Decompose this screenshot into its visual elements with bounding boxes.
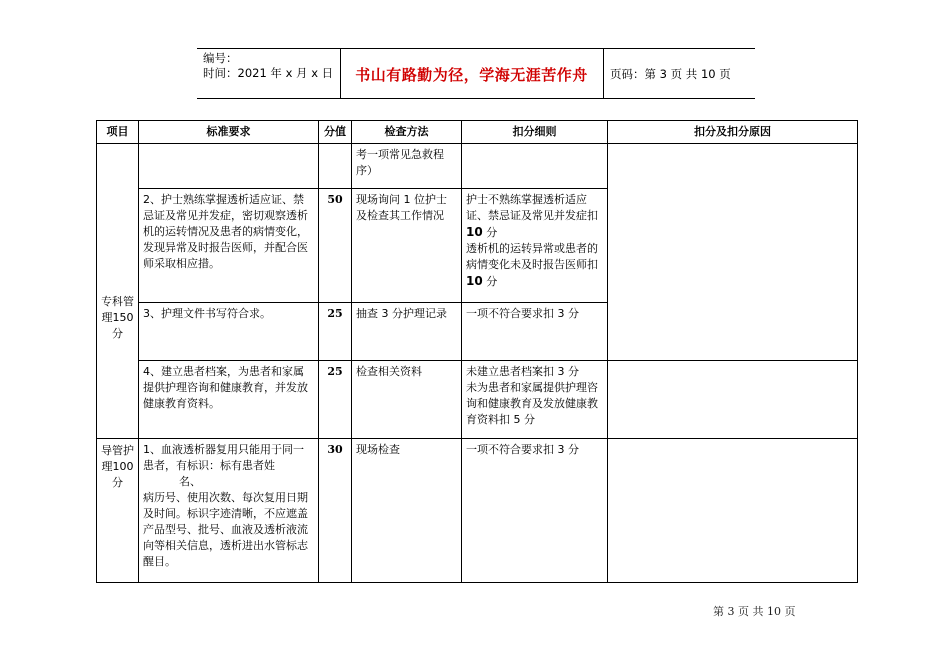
- header-page-info: 页码：第 3 页 共 10 页: [610, 67, 731, 81]
- standard-cell: 3、护理文件书写符合求。: [139, 303, 319, 361]
- detail-cell: [462, 144, 608, 189]
- table-row: [97, 144, 858, 189]
- header-detail: 扣分细则: [462, 121, 608, 144]
- method-cell: 考一项常见急救程序）: [352, 144, 462, 189]
- header-method: 检查方法: [352, 121, 462, 144]
- standard-cell: 1、血液透析器复用只能用于同一患者，有标识：标有患者姓 名、 病历号、使用次数、每次复用日期及时间。标识字迹清晰，不应遮盖产品型号、批号、血液及透析液流向等相关信息，透析进出水管标志醒目。: [139, 439, 319, 583]
- serial-label: 编号：: [203, 51, 238, 65]
- header-item: 项目: [97, 121, 139, 144]
- detail-cell: 护士不熟练掌握透析适应证、禁忌证及常见并发症扣10 分 透析机的运转异常或患者的病情变化未及时报告医师扣10 分: [462, 189, 608, 303]
- method-cell: 现场检查: [352, 439, 462, 583]
- document-header: [197, 48, 755, 99]
- time-label: 时间：2021 年 x 月 x 日: [203, 66, 334, 80]
- header-meta: [203, 51, 333, 81]
- score-cell: 30: [319, 439, 352, 583]
- reason-cell: [608, 439, 858, 583]
- score-cell: [319, 144, 352, 189]
- method-cell: 检查相关资料: [352, 361, 462, 439]
- table-header-row: [97, 121, 858, 144]
- standard-cell: 2、护士熟练掌握透析适应证、禁忌证及常见并发症，密切观察透析机的运转情况及患者的病情变化，发现异常及时报告医师，并配合医师采取相应措。: [139, 189, 319, 303]
- standard-cell: [139, 144, 319, 189]
- category-cell: 专科管理150分: [97, 144, 139, 439]
- category-cell: 导管护理100分: [97, 439, 139, 583]
- table-row: [97, 439, 858, 583]
- method-cell: 抽查 3 分护理记录: [352, 303, 462, 361]
- standard-cell: 4、建立患者档案，为患者和家属提供护理咨询和健康教育，并发放健康教育资料。: [139, 361, 319, 439]
- detail-cell: 未建立患者档案扣 3 分 未为患者和家属提供护理咨询和健康教育及发放健康教育资料扣 5 分: [462, 361, 608, 439]
- header-score: 分值: [319, 121, 352, 144]
- page-footer: 第 3 页 共 10 页: [713, 605, 796, 618]
- score-cell: 25: [319, 303, 352, 361]
- detail-cell: 一项不符合要求扣 3 分: [462, 439, 608, 583]
- score-cell: 50: [319, 189, 352, 303]
- reason-cell: [608, 144, 858, 361]
- score-cell: 25: [319, 361, 352, 439]
- header-motto: 书山有路勤为径，学海无涯苦作舟: [355, 66, 588, 84]
- inspection-table: [96, 120, 858, 583]
- table-row: [97, 361, 858, 439]
- method-cell: 现场询问 1 位护士及检查其工作情况: [352, 189, 462, 303]
- reason-cell: [608, 361, 858, 439]
- header-reason: 扣分及扣分原因: [608, 121, 858, 144]
- detail-cell: 一项不符合要求扣 3 分: [462, 303, 608, 361]
- header-standard: 标准要求: [139, 121, 319, 144]
- header-divider: [603, 49, 604, 98]
